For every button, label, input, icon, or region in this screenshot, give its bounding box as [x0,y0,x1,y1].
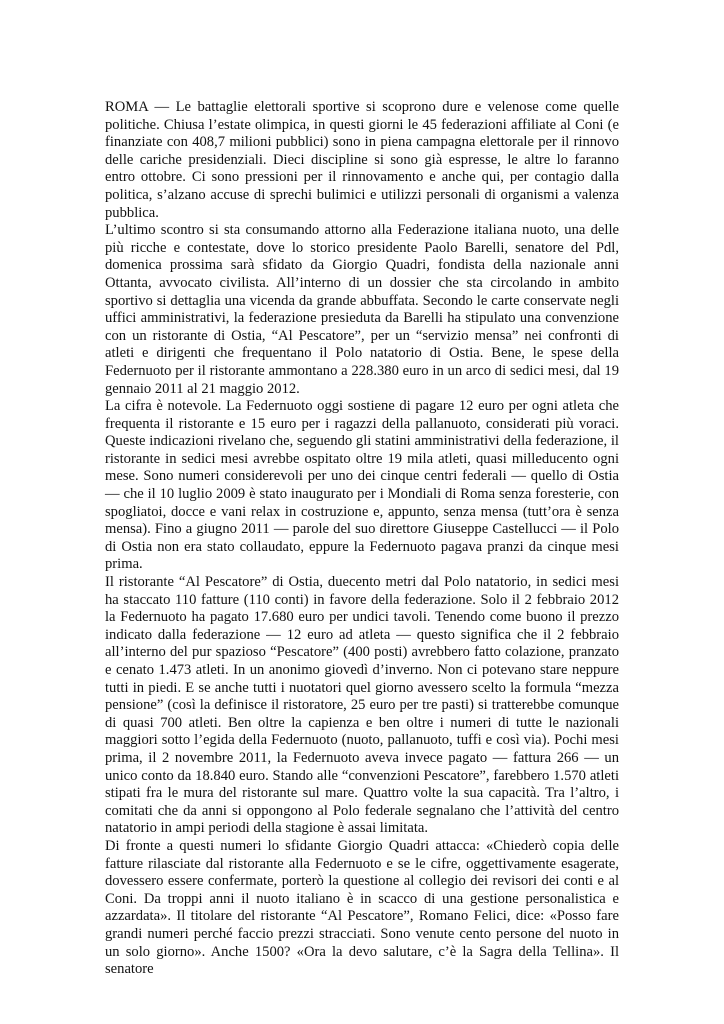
paragraph-5: Di fronte a questi numeri lo sfidante Giorgio Quadri attacca: «Chiederò copia delle fatture rilasciate dal ristorante alla Federnuoto e se le cifre, oggettivamente esagerate, dovessero essere confermate, porterò la questione al collegio dei revisori dei conti e al Coni. Da troppi anni il nuoto italiano è in scacco di una gestione personalistica e azzardata». Il titolare del ristorante “Al Pescatore”, Romano Felici, dice: «Posso fare grandi numeri perché faccio prezzi stracciati. Sono venute cento persone del nuoto in un solo giorno». Anche 1500? «Ora la devo salutare, c’è la Sagra della Tellina». Il senatore [105,837,619,978]
paragraph-2: L’ultimo scontro si sta consumando attorno alla Federazione italiana nuoto, una delle più ricche e contestate, dove lo storico presidente Paolo Barelli, senatore del Pdl, domenica prossima sarà sfidato da Giorgio Quadri, fondista della nazionale anni Ottanta, avvocato civilista. All’interno di un dossier che sta circolando in ambito sportivo si dettaglia una vicenda da grande abbuffata. Secondo le carte conservate negli uffici amministrativi, la federazione presieduta da Barelli ha stipulato una convenzione con un ristorante di Ostia, “Al Pescatore”, per un “servizio mensa” nei confronti di atleti e dirigenti che frequentano il Polo natatorio di Ostia. Bene, le spese della Federnuoto per il ristorante ammontano a 228.380 euro in un arco di sedici mesi, dal 19 gennaio 2011 al 21 maggio 2012. [105,222,619,397]
document-page [105,99,619,979]
paragraph-1: ROMA — Le battaglie elettorali sportive si scoprono dure e velenose come quelle politiche. Chiusa l’estate olimpica, in questi giorni le 45 federazioni affiliate al Coni (e finanziate con 408,7 milioni pubblici) sono in piena campagna elettorale per il rinnovo delle cariche presidenziali. Dieci discipline si sono già espresse, le altre lo faranno entro ottobre. Ci sono pressioni per il rinnovamento e anche qui, per contagio dalla politica, s’alzano accuse di sprechi bulimici e utilizzi personali di organismi a valenza pubblica. [105,99,619,221]
paragraph-4: Il ristorante “Al Pescatore” di Ostia, duecento metri dal Polo natatorio, in sedici mesi ha staccato 110 fatture (110 conti) in favore della federazione. Solo il 2 febbraio 2012 la Federnuoto ha pagato 17.680 euro per undici tavoli. Tenendo come buono il prezzo indicato dalla federazione — 12 euro ad atleta — questo significa che il 2 febbraio all’interno del pur spazioso “Pescatore” (400 posti) avrebbero fatto colazione, pranzato e cenato 1.473 atleti. In un anonimo giovedì d’inverno. Non ci potevano stare neppure tutti in piedi. E se anche tutti i nuotatori quel giorno avessero scelto la formula “mezza pensione” (così la definisce il ristoratore, 25 euro per tre pasti) si tratterebbe comunque di quasi 700 atleti. Ben oltre la capienza e ben oltre i numeri di tutte le nazionali maggiori sotto l’egida della Federnuoto (nuoto, pallanuoto, tuffi e così via). Pochi mesi prima, il 2 novembre 2011, la Federnuoto aveva invece pagato — fattura 266 — un unico conto da 18.840 euro. Stando alle “convenzioni Pescatore”, farebbero 1.570 atleti stipati fra le mura del ristorante sul mare. Quattro volte la sua capacità. Tra l’altro, i comitati che da anni si oppongono al Polo federale segnalano che l’attività del centro natatorio in ampi periodi della stagione è assai limitata. [105,574,619,837]
paragraph-3: La cifra è notevole. La Federnuoto oggi sostiene di pagare 12 euro per ogni atleta che frequenta il ristorante e 15 euro per i ragazzi della pallanuoto, considerati più voraci. Queste indicazioni rivelano che, seguendo gli statini amministrativi della federazione, il ristorante in sedici mesi avrebbe ospitato oltre 19 mila atleti, quasi milleducento ogni mese. Sono numeri considerevoli per uno dei cinque centri federali — quello di Ostia — che il 10 luglio 2009 è stato inaugurato per i Mondiali di Roma senza foresterie, con spogliatoi, docce e vani relax in costruzione e, appunto, senza mensa (tutt’ora è senza mensa). Fino a giugno 2011 — parole del suo direttore Giuseppe Castellucci — il Polo di Ostia non era stato collaudato, eppure la Federnuoto pagava pranzi da cinque mesi prima. [105,398,619,573]
